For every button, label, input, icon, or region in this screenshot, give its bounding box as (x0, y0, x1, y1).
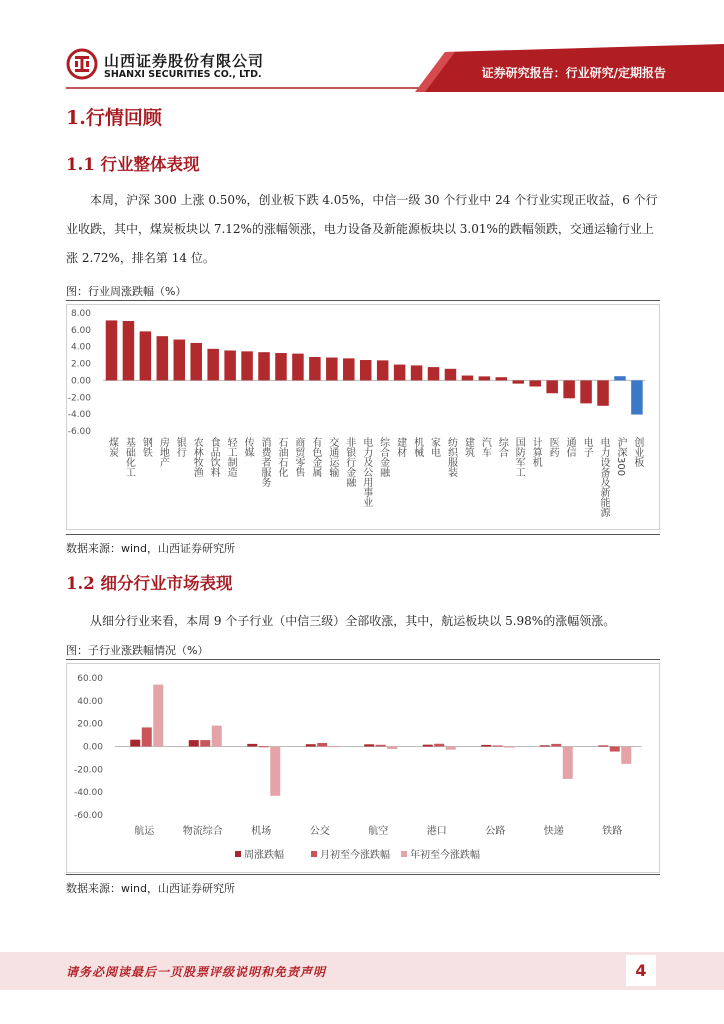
bar-汽车 (479, 376, 491, 380)
bar-电子 (580, 380, 592, 403)
figure-caption-sub-industry: 图：子行业涨跌幅情况（%） (66, 644, 209, 657)
bar-传媒 (241, 351, 253, 380)
x-category-label: 港口 (426, 826, 447, 837)
caption-rule-2 (66, 659, 660, 660)
bar-建材 (394, 365, 406, 381)
bar-有色金属 (309, 357, 321, 380)
x-category-label: 房地产 (157, 437, 169, 467)
x-category-label: 商贸零售 (292, 437, 304, 477)
x-category-label: 公交 (309, 826, 330, 837)
y-tick-label: -2.00 (67, 393, 91, 404)
bar-航运-月初至今涨跌幅 (142, 727, 152, 746)
figure-caption-industry: 图：行业周涨跌幅（%） (66, 285, 187, 298)
bar-公交-月初至今涨跌幅 (317, 743, 327, 747)
y-tick-label: 20.00 (77, 719, 103, 730)
x-category-label: 通信 (564, 437, 576, 457)
x-category-label: 基础化工 (123, 437, 135, 477)
bar-港口-月初至今涨跌幅 (434, 744, 444, 747)
x-category-label: 纺织服装 (445, 437, 457, 477)
x-category-label: 电子 (581, 437, 593, 457)
bar-铁路-周涨跌幅 (598, 745, 608, 746)
source-rule-2 (66, 874, 660, 875)
bar-港口-年初至今涨跌幅 (446, 747, 456, 750)
bar-医药 (546, 380, 558, 393)
y-tick-label: -4.00 (67, 410, 91, 421)
x-category-label: 铁路 (602, 826, 623, 837)
x-category-label: 钢铁 (140, 437, 152, 457)
legend-swatch (311, 851, 317, 857)
x-category-label: 综合金融 (377, 437, 389, 477)
bar-计算机 (529, 380, 541, 386)
bar-轻工制造 (224, 351, 236, 381)
bar-基础化工 (123, 321, 135, 380)
sub-industry-chart-svg (67, 664, 659, 872)
bar-公路-周涨跌幅 (481, 745, 491, 747)
x-category-label: 物流综合 (182, 826, 223, 837)
bar-煤炭 (106, 320, 118, 380)
page-footer (0, 952, 724, 990)
bar-机械 (411, 365, 423, 380)
legend-label: 月初至今涨跌幅 (320, 850, 390, 861)
bar-铁路-月初至今涨跌幅 (610, 747, 620, 752)
bar-快递-周涨跌幅 (540, 745, 550, 746)
y-tick-label: 2.00 (70, 359, 91, 370)
bar-国防军工 (513, 380, 525, 383)
bar-商贸零售 (292, 354, 304, 381)
y-tick-label: 8.00 (70, 309, 91, 319)
legend-swatch (401, 851, 407, 857)
bar-房地产 (157, 336, 169, 380)
bar-钢铁 (140, 331, 152, 380)
bar-航运-年初至今涨跌幅 (153, 685, 163, 747)
bar-综合金融 (377, 360, 389, 380)
bar-航运-周涨跌幅 (130, 740, 140, 747)
bar-机场-年初至今涨跌幅 (270, 747, 280, 796)
page-number: 4 (626, 955, 656, 986)
shanxi-securities-logo-icon (66, 48, 98, 80)
x-category-label: 航空 (368, 826, 389, 837)
x-category-label: 航运 (134, 826, 155, 837)
bar-航空-月初至今涨跌幅 (376, 745, 386, 747)
x-category-label: 医药 (547, 437, 559, 457)
bar-铁路-年初至今涨跌幅 (621, 747, 631, 764)
x-category-label: 传媒 (242, 437, 254, 457)
bar-公路-月初至今涨跌幅 (493, 745, 503, 746)
y-tick-label: 40.00 (77, 696, 103, 707)
bar-物流综合-周涨跌幅 (189, 740, 199, 746)
x-category-label: 公路 (485, 826, 506, 837)
x-category-label: 石油石化 (275, 437, 287, 477)
y-tick-label: 4.00 (70, 342, 91, 353)
x-category-label: 汽车 (479, 437, 491, 457)
bar-家电 (428, 367, 440, 380)
x-category-label: 煤炭 (106, 437, 118, 457)
x-category-label: 计算机 (530, 437, 542, 467)
y-tick-label: 60.00 (77, 674, 103, 684)
x-category-label: 沪深300 (614, 437, 626, 477)
legend-label: 年初至今涨跌幅 (410, 850, 480, 861)
bar-银行 (174, 340, 186, 381)
x-category-label: 有色金属 (309, 437, 321, 477)
bar-纺织服装 (445, 369, 457, 381)
report-type: 证券研究报告：行业研究/定期报告 (481, 66, 666, 80)
source-rule (66, 534, 660, 535)
y-tick-label: 6.00 (70, 325, 91, 336)
disclaimer-notice: 请务必阅读最后一页股票评级说明和免责声明 (66, 965, 327, 979)
bar-创业板 (631, 380, 643, 414)
x-category-label: 建筑 (462, 437, 474, 457)
x-category-label: 食品饮料 (208, 437, 220, 477)
bar-公路-年初至今涨跌幅 (504, 747, 514, 748)
x-category-label: 轻工制造 (225, 437, 237, 477)
x-category-label: 国防军工 (513, 437, 525, 477)
x-category-label: 电力及公用事业 (360, 437, 372, 507)
y-tick-label: -60.00 (73, 811, 103, 821)
bar-消费者服务 (258, 352, 270, 380)
bar-物流综合-年初至今涨跌幅 (212, 726, 222, 747)
bar-公交-年初至今涨跌幅 (329, 746, 339, 747)
legend-label: 周涨跌幅 (244, 850, 284, 861)
x-category-label: 消费者服务 (259, 437, 271, 487)
subsection-title-sub-industry: 1.2 细分行业市场表现 (66, 574, 233, 593)
x-category-label: 银行 (174, 437, 186, 457)
data-source-sub-industry: 数据来源：wind，山西证券研究所 (66, 882, 236, 895)
y-tick-label: -6.00 (67, 427, 91, 437)
industry-weekly-change-chart (66, 304, 660, 530)
bar-农林牧渔 (190, 343, 202, 381)
bar-电力设备及新能源 (597, 380, 609, 405)
x-category-label: 农林牧渔 (191, 437, 203, 477)
bar-综合 (496, 377, 508, 380)
bar-非银行金融 (343, 358, 355, 380)
x-category-label: 创业板 (631, 437, 643, 467)
bar-快递-年初至今涨跌幅 (563, 747, 573, 779)
bar-沪深300 (614, 376, 626, 380)
bar-通信 (563, 380, 575, 398)
company-name-en: SHANXI SECURITIES CO., LTD. (104, 69, 262, 80)
page-header (0, 0, 724, 92)
legend-swatch (235, 851, 241, 857)
y-tick-label: 0.00 (82, 742, 103, 753)
bar-交通运输 (326, 358, 338, 381)
x-category-label: 电力设备及新能源 (598, 437, 610, 517)
section-title: 1.行情回顾 (66, 107, 162, 129)
bar-航空-年初至今涨跌幅 (387, 747, 397, 750)
bar-食品饮料 (207, 349, 219, 381)
x-category-label: 机场 (251, 826, 272, 837)
caption-rule (66, 300, 660, 301)
bar-航空-周涨跌幅 (364, 744, 374, 746)
x-category-label: 家电 (428, 437, 440, 457)
bar-建筑 (462, 376, 474, 381)
company-name-cn: 山西证券股份有限公司 (104, 52, 265, 70)
bar-电力及公用事业 (360, 360, 372, 380)
bar-机场-周涨跌幅 (247, 744, 257, 747)
x-category-label: 机械 (411, 437, 423, 457)
data-source-industry: 数据来源：wind，山西证券研究所 (66, 542, 236, 555)
paragraph-overall: 本周，沪深 300 上涨 0.50%，创业板下跌 4.05%，中信一级 30 个行业中 24 个行业实现正收益，6 个行业收跌，其中，煤炭板块以 7.12%的涨幅领涨，电力设备及新能源板块以 3.01%的跌幅领跌，交通运输行业上涨 2.72%，排名第 14 位。 (66, 193, 658, 265)
paragraph-sub-industry: 从细分行业来看，本周 9 个子行业（中信三级）全部收涨，其中，航运板块以 5.98%的涨幅领涨。 (90, 614, 616, 628)
bar-公交-周涨跌幅 (306, 744, 316, 746)
bar-机场-月初至今涨跌幅 (259, 746, 269, 747)
x-category-label: 交通运输 (326, 437, 338, 477)
sub-industry-change-chart (66, 663, 660, 873)
subsection-title-overall: 1.1 行业整体表现 (66, 155, 200, 174)
y-tick-label: 0.00 (70, 376, 91, 387)
bar-石油石化 (275, 353, 287, 380)
bar-快递-月初至今涨跌幅 (551, 744, 561, 747)
y-tick-label: -20.00 (73, 765, 103, 776)
y-tick-label: -40.00 (73, 788, 103, 799)
x-category-label: 非银行金融 (343, 437, 355, 487)
x-category-label: 快递 (543, 826, 564, 837)
bar-港口-周涨跌幅 (423, 745, 433, 747)
x-category-label: 综合 (496, 437, 508, 457)
bar-物流综合-月初至今涨跌幅 (200, 740, 210, 746)
x-category-label: 建材 (394, 437, 406, 457)
